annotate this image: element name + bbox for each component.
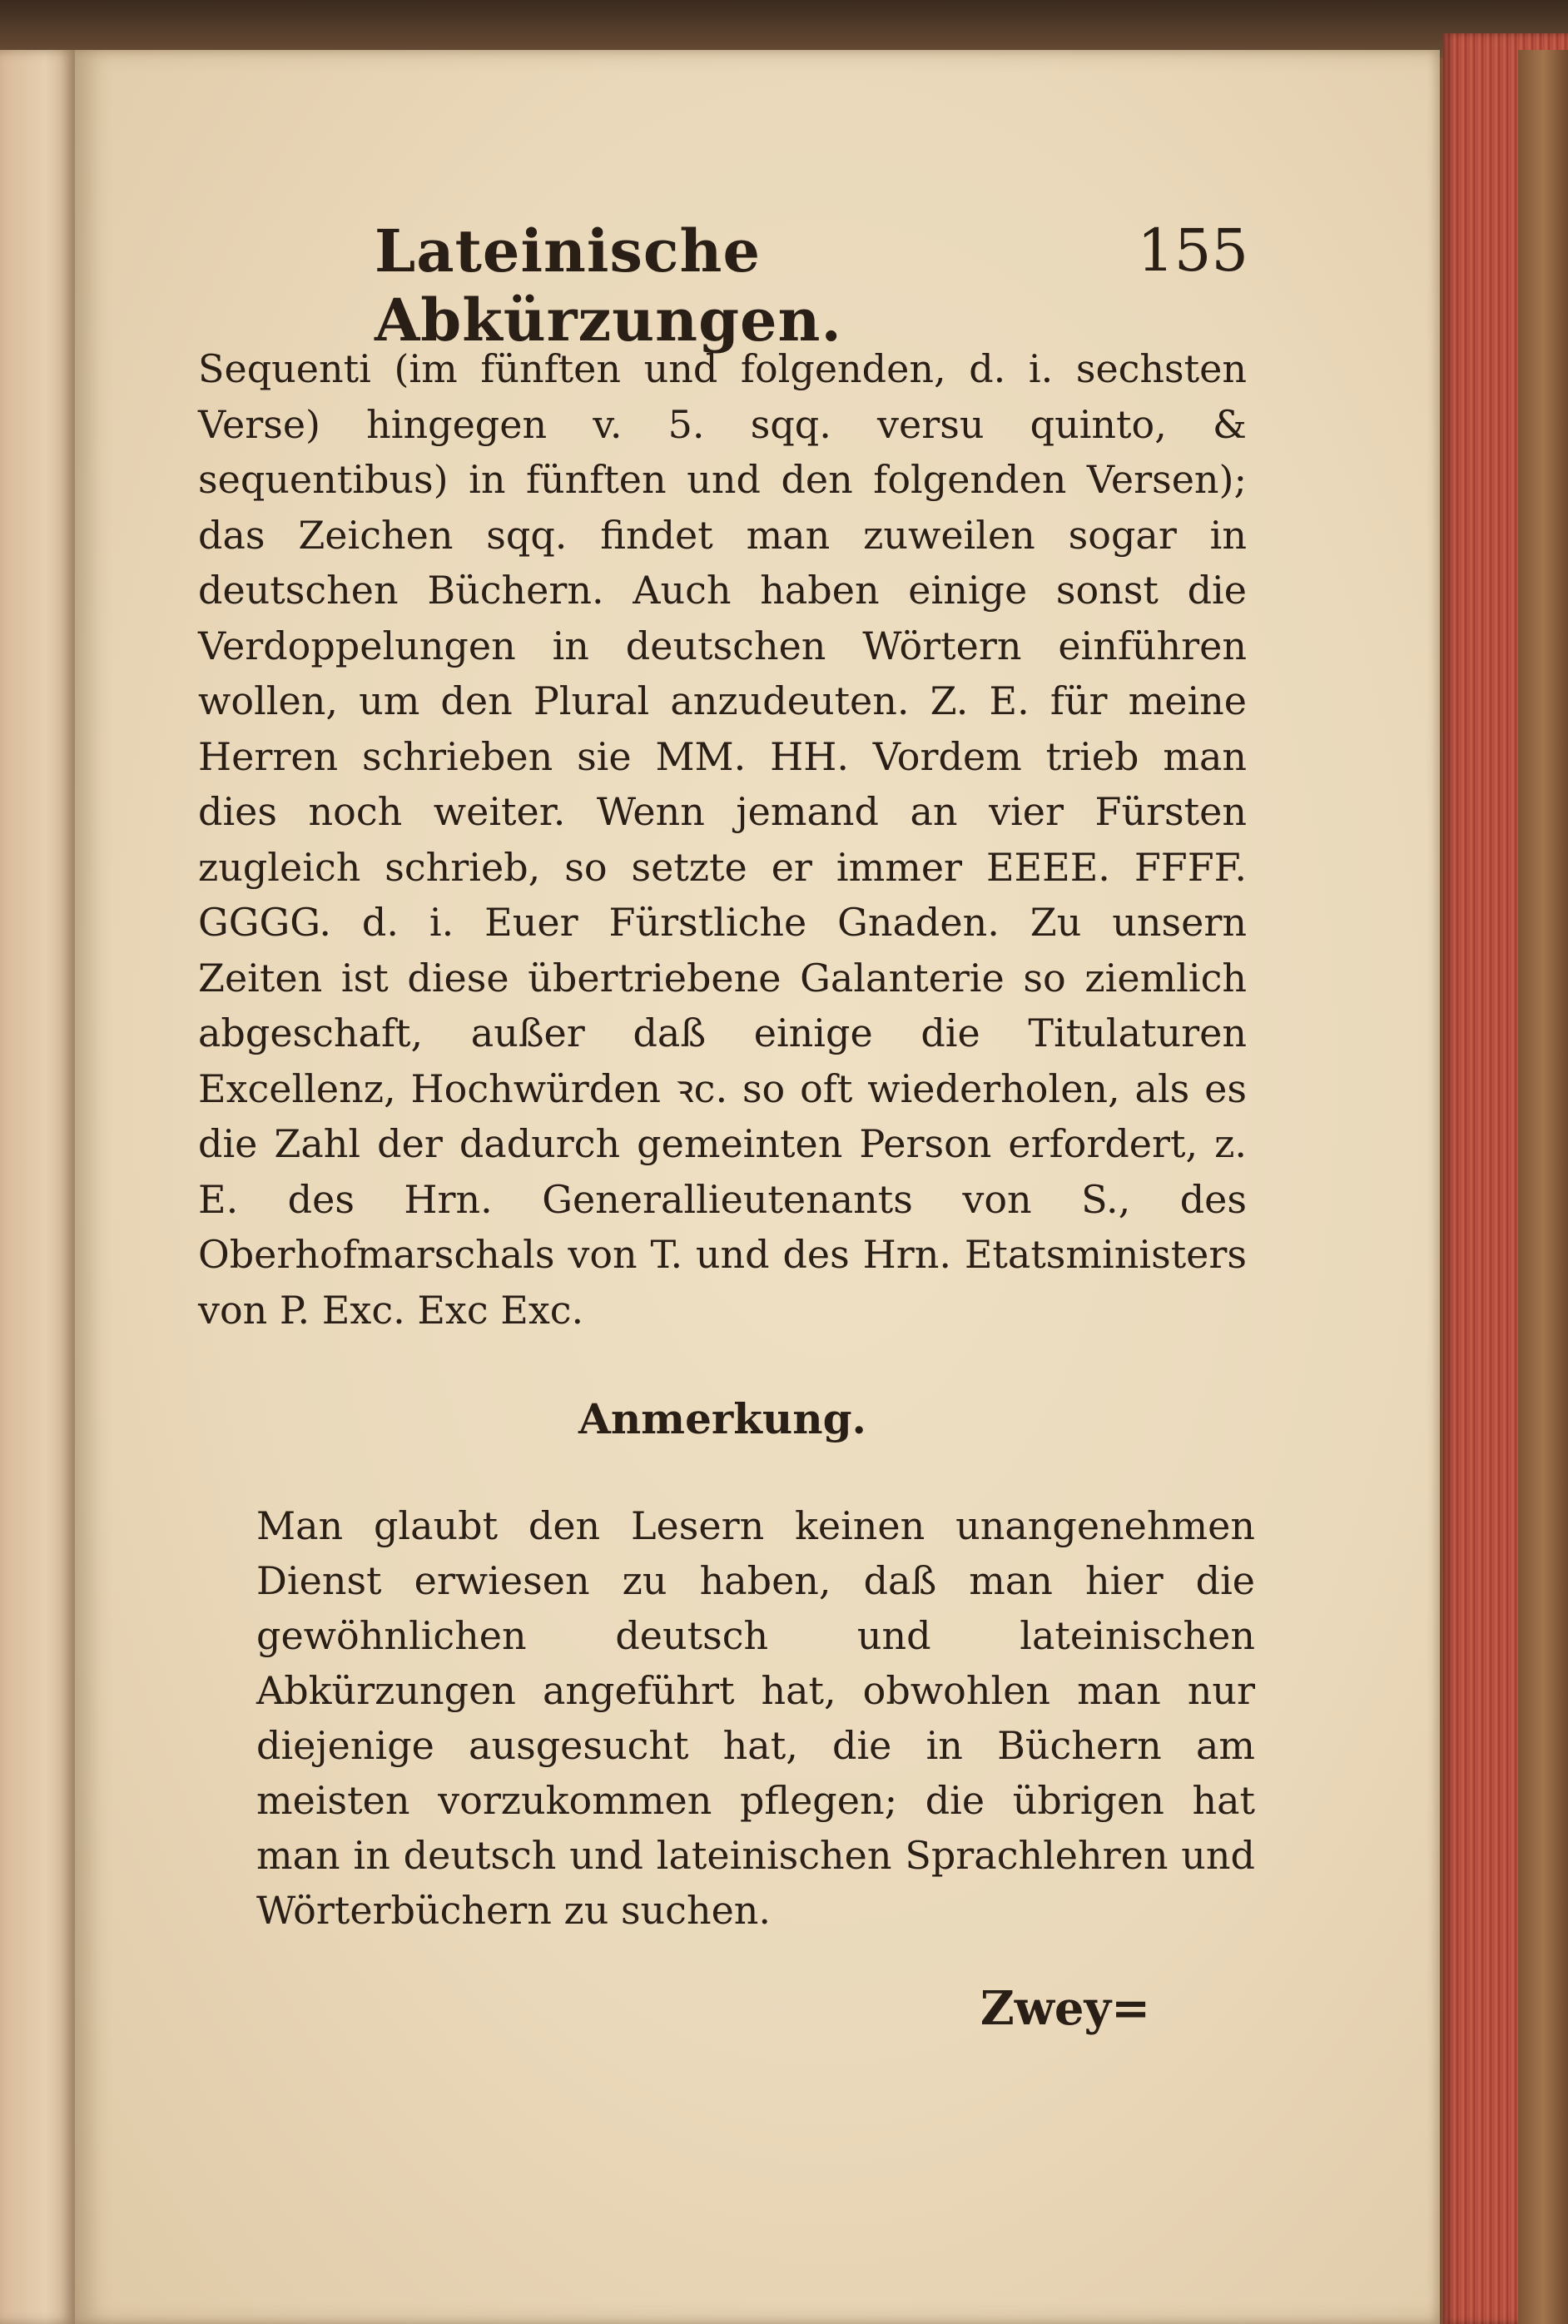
page-header	[375, 208, 1248, 355]
main-paragraph-block	[198, 341, 1247, 1338]
section-heading: Anmerkung.	[578, 1394, 866, 1443]
note-paragraph: Man glaubt den Lesern keinen unangenehmen Dienst erwiesen zu haben, daß man hier die gewöhnlichen deutsch und lateinischen Abkürzungen angeführt hat, obwohlen man nur diejenige ausgesucht hat, die in Büchern am meisten vorzukommen pflegen; die übrigen hat man in deutsch und lateinischen Sprachlehren und Wörterbüchern zu suchen.	[256, 1503, 1255, 1933]
running-title: Lateinische Abkürzungen.	[375, 216, 842, 355]
page-number: 155	[1137, 216, 1248, 285]
book-page	[75, 50, 1440, 2324]
cover-board	[1518, 50, 1568, 2324]
main-paragraph: Sequenti (im fünften und folgenden, d. i. sechsten Verse) hingegen v. 5. sqq. versu quinto, & sequentibus) in fünften und den folgenden Versen); das Zeichen sqq. findet man zuweilen sogar in deutschen Büchern. Auch haben einige sonst die Verdoppelungen in deutschen Wörtern einführen wollen, um den Plural anzudeuten. Z. E. für meine Herren schrieben sie MM. HH. Vordem trieb man dies noch weiter. Wenn jemand an vier Fürsten zugleich schrieb, so setzte er immer EEEE. FFFF. GGGG. d. i. Euer Fürstliche Gnaden. Zu unsern Zeiten ist diese übertriebene Galanterie so ziemlich abgeschaft, außer daß einige die Titulaturen Excellenz, Hochwürden ꝛc. so oft wiederholen, als es die Zahl der dadurch gemeinten Person erfordert, z. E. des Hrn. Generallieutenants von S., des Oberhofmarschals von T. und des Hrn. Etatsministers von P. Exc. Exc Exc.	[198, 346, 1247, 1333]
note-paragraph-block	[256, 1498, 1255, 1938]
catchword: Zwey=	[980, 1981, 1150, 2036]
left-page-edge	[0, 50, 75, 2324]
